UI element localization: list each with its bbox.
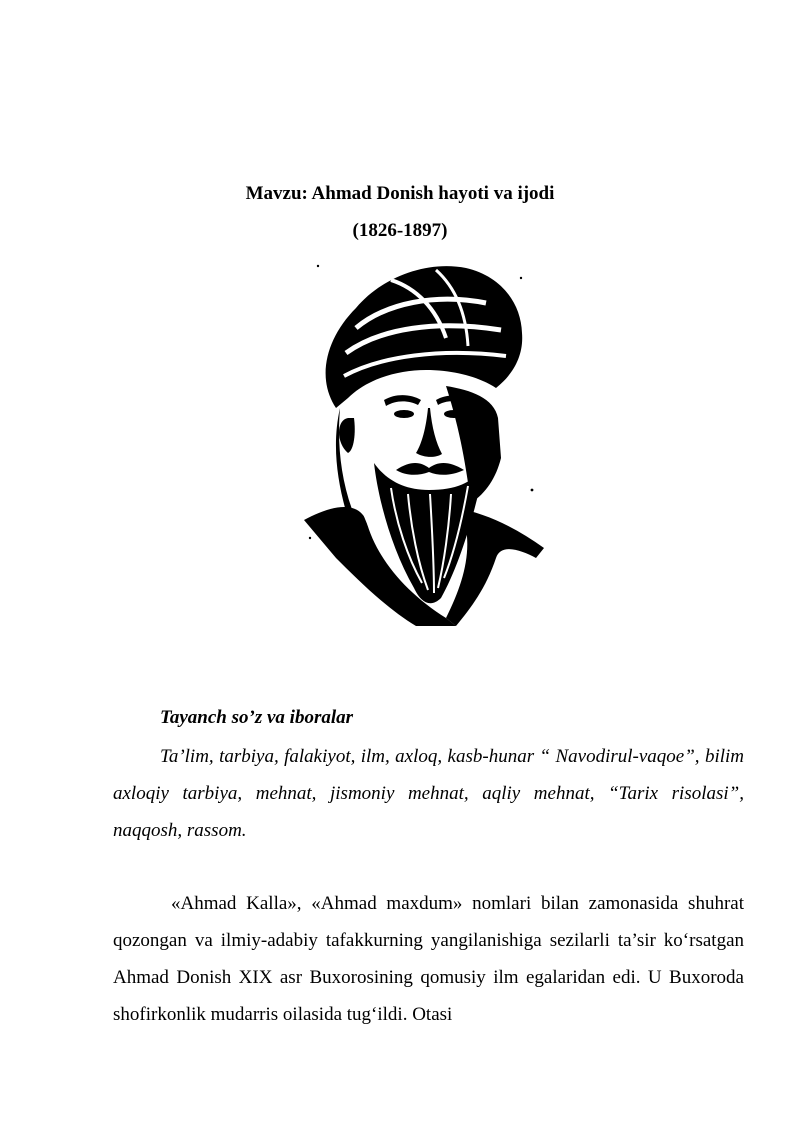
- portrait-engraving-icon: [296, 258, 548, 626]
- body-paragraph: «Ahmad Kalla», «Ahmad maxdum» nomlari bilan zamonasida shuhrat qozongan va ilmiy-adabiy tafakkurning yangilanishiga sezilarli ta’sir ko‘rsatgan Ahmad Donish XIX asr Buxorosining qomusiy ilm egalaridan edi. U Buxoroda shofirkonlik mudarris oilasida tug‘ildi. Otasi: [113, 893, 744, 1025]
- keywords-text: Ta’lim, tarbiya, falakiyot, ilm, axloq, kasb-hunar “ Navodirul-vaqoe”, bilim axloqiy tarbiya, mehnat, jismoniy mehnat, aqliy mehnat, “Tarix risolasi”, naqqosh, rassom.: [113, 746, 744, 841]
- keywords-heading: Tayanch so’z va iboralar: [160, 707, 354, 728]
- document-subtitle-years: (1826-1897): [352, 220, 448, 241]
- document-title: Mavzu: Ahmad Donish hayoti va ijodi: [245, 183, 555, 204]
